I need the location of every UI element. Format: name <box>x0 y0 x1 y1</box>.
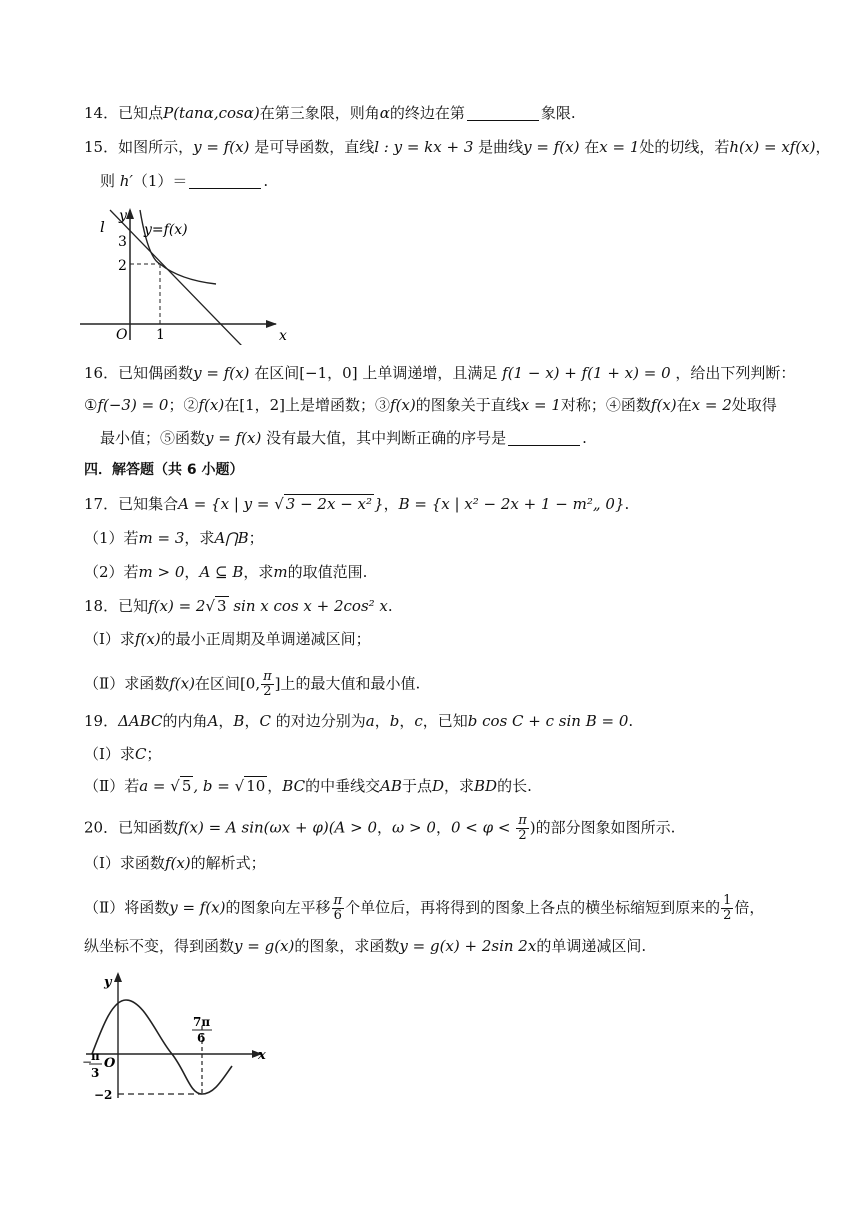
fraction-1-over-2: $\frac{1}{2}$ <box>723 893 732 923</box>
label-6: 6 <box>197 1031 206 1045</box>
question-number: 19． <box>84 712 119 730</box>
question-18-part-1: （Ⅰ）求f(x)的最小正周期及单调递减区间； <box>84 630 371 648</box>
question-18-part-2: （Ⅱ）求函数f(x)在区间[0, $\frac{\pi}{2}$ ]上的最大值和最小值. <box>84 669 421 699</box>
answer-blank[interactable] <box>467 106 539 121</box>
question-number: 16． <box>84 364 119 382</box>
question-17-part-1: （1）若m = 3，求A⋂B； <box>84 529 264 547</box>
label-minus-2: −2 <box>94 1088 113 1102</box>
label-origin: O <box>116 327 128 343</box>
label-curve: y=f(x) <box>144 222 188 238</box>
label-l: l <box>100 218 105 236</box>
question-16-line-3: 最小值；⑤函数y = f(x) 没有最大值，其中判断正确的序号是 . <box>100 429 587 447</box>
x-axis-arrow-icon <box>266 320 277 328</box>
section-heading: 四．解答题（共 6 小题） <box>84 462 244 478</box>
question-20-part-2: （Ⅱ）将函数y = f(x)的图象向左平移 $\frac{\pi}{6}$ 个单位后，再将得到的图象上各点的横坐标缩短到原来的 $\frac{1}{2}$ 倍， <box>84 893 765 923</box>
question-16-line-2: ①f(−3) = 0；②f(x)在[1，2]上是增函数；③f(x)的图象关于直线x = 1对称；④函数f(x)在x = 2处取得 <box>84 396 777 414</box>
label-y: y <box>119 208 127 224</box>
fraction-pi-over-6: $\frac{\pi}{6}$ <box>333 893 343 923</box>
question-20-part-1: （Ⅰ）求函数f(x)的解析式； <box>84 854 266 872</box>
label-pi: π <box>91 1049 100 1063</box>
question-18: 18．已知f(x) = 2√ 3 sin x cos x + 2cos² x. <box>84 597 393 615</box>
question-number: 17． <box>84 495 119 513</box>
label-x: x <box>279 328 287 344</box>
answer-blank[interactable] <box>508 431 580 446</box>
question-20-line-3: 纵坐标不变，得到函数y = g(x)的图象，求函数y = g(x) + 2sin 2x的单调递减区间. <box>84 937 647 955</box>
label-y: y <box>104 975 112 990</box>
label-x: x <box>258 1048 266 1063</box>
question-19-part-1: （Ⅰ）求C； <box>84 745 162 763</box>
sqrt-symbol-icon: √ <box>170 777 180 795</box>
question-15: 15．如图所示，y = f(x) 是可导函数，直线l : y = kx + 3 是曲线y = f(x) 在x = 1处的切线，若h(x) = xf(x)， <box>84 138 831 156</box>
sqrt-symbol-icon: √ <box>274 495 284 513</box>
label-7pi: 7π <box>193 1015 211 1029</box>
question-17: 17．已知集合A = {x | y = √ 3 − 2x − x² }，B = {x | x² − 2x + 1 − m²„ 0}. <box>84 495 630 513</box>
answer-blank[interactable] <box>189 174 261 189</box>
question-number: 20． <box>84 818 119 837</box>
label-3: 3 <box>118 234 127 250</box>
label-2: 2 <box>118 258 127 274</box>
figure-tangent-line <box>80 200 290 345</box>
sine-curve <box>92 1000 232 1094</box>
question-number: 15． <box>84 138 119 156</box>
question-19: 19．ΔABC的内角A，B，C 的对边分别为a，b，c，已知b cos C + c sin B = 0. <box>84 712 634 730</box>
question-15-line-2: 则 h′（1）＝ . <box>100 172 269 190</box>
label-origin: O <box>104 1056 116 1071</box>
y-axis-arrow-icon <box>114 972 122 982</box>
question-16: 16．已知偶函数y = f(x) 在区间[−1，0] 上单调递增，且满足 f(1 − x) + f(1 + x) = 0 ，给出下列判断： <box>84 364 796 382</box>
fraction-pi-over-2: $\frac{\pi}{2}$ <box>263 669 272 699</box>
y-axis-arrow-icon <box>126 208 134 219</box>
question-19-part-2: （Ⅱ）若a = √ 5 , b = √ 10 ，BC的中垂线交AB于点D，求BD的长. <box>84 777 532 795</box>
label-3: 3 <box>91 1066 100 1080</box>
question-number: 18． <box>84 597 119 615</box>
sqrt-symbol-icon: √ <box>234 777 245 795</box>
figure-sine-graph <box>78 968 278 1104</box>
question-17-part-2: （2）若m > 0，A ⊆ B，求m的取值范围. <box>84 563 368 581</box>
label-1: 1 <box>156 327 165 343</box>
sqrt-symbol-icon: √ <box>205 597 216 615</box>
question-number: 14． <box>84 104 119 122</box>
question-14: 14．已知点P(tanα,cosα)在第三象限，则角α的终边在第 象限. <box>84 104 576 122</box>
question-20: 20．已知函数f(x) = A sin(ωx + φ)(A > 0，ω > 0，0 < φ < $\frac{\pi}{2}$ )的部分图象如图所示. <box>84 813 676 843</box>
label-minus-sign: − <box>82 1055 93 1069</box>
fraction-pi-over-2: $\frac{\pi}{2}$ <box>518 813 527 843</box>
